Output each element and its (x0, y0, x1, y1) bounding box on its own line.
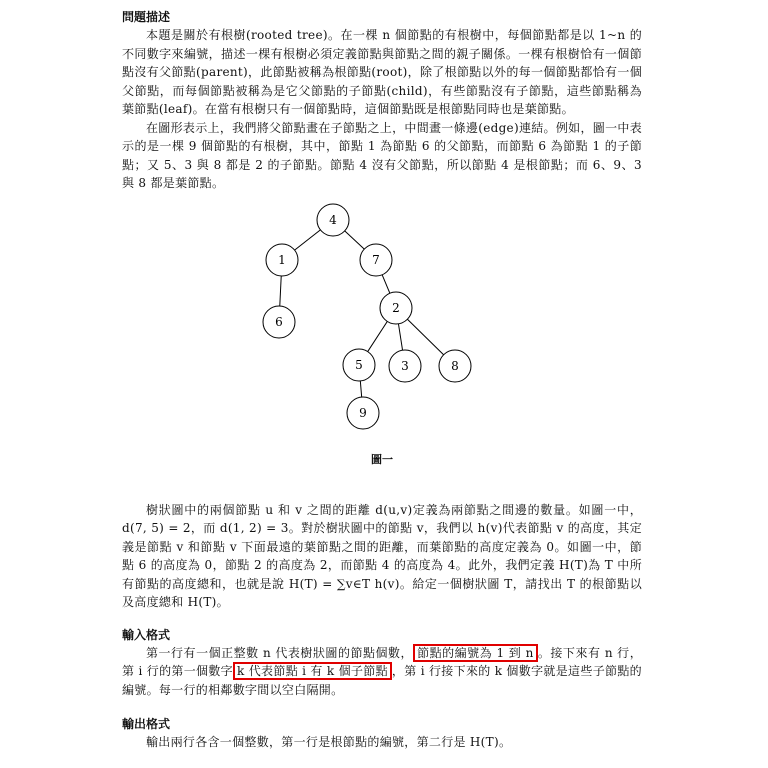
tree-node-label: 9 (359, 405, 367, 420)
highlight-child-count: k 代表節點 i 有 k 個子節點 (233, 662, 392, 680)
tree-node-1 (266, 244, 298, 276)
tree-node-label: 7 (372, 252, 380, 267)
tree-edge-7-2 (382, 274, 390, 292)
tree-node-5 (343, 349, 375, 381)
paragraph-output-format: 輸出兩行各含一個整數，第一行是根節點的編號，第二行是 H(T)。 (146, 735, 512, 749)
document-page (122, 8, 642, 752)
tree-node-label: 5 (355, 357, 363, 372)
highlight-node-numbering: 節點的編號為 1 到 n (413, 644, 538, 662)
paragraph-rooted-tree: 本題是關於有根樹(rooted tree)。在一棵 n 個節點的有根樹中，每個節點都是以 1~n 的不同數字來編號，描述一棵有根樹必須定義節點與節點之間的親子關係。一棵有根樹恰有一個節點沒有父節點(parent)，此節點被稱為根節點(root)，除了根節點以外的每一個節點都恰有一個父節點，而每個節點被稱為是它父節點的子節點(child)，有些節點沒有子節點，這些節點稱為葉節點(leaf)。在當有根樹只有一個節點時，這個節點既是根節點同時也是葉節點。 (122, 28, 642, 116)
tree-node-7 (360, 244, 392, 276)
input-text-b: 。接下來有 n 行，第 i 行的第一個數字 (122, 645, 642, 678)
output-format-heading: 輸出格式 (122, 717, 171, 731)
paragraph-graph-representation: 在圖形表示上，我們將父節點畫在子節點之上，中間畫一條邊(edge)連結。例如，圖一中表示的是一棵 9 個節點的有根樹，其中，節點 1 為節點 6 的父節點，而節點 6 為節點 1 的子節點；又 5、3 與 8 都是 2 的子節點。節點 4 沒有父節點，所以節點 4 是根節點；而 6、9、3 與 8 都是葉節點。 (122, 120, 642, 190)
tree-node-label: 4 (329, 212, 337, 227)
input-format-heading: 輸入格式 (122, 627, 171, 642)
tree-edge-5-9 (360, 380, 361, 396)
tree-node-label: 1 (278, 252, 286, 267)
problem-description-heading: 問題描述 (122, 10, 171, 24)
figure-caption: 圖一 (371, 452, 393, 466)
paragraph-input-format (122, 644, 642, 700)
rooted-tree-figure (262, 201, 502, 437)
paragraph-distance-height: 樹狀圖中的兩個節點 u 和 v 之間的距離 d(u,v)定義為兩節點之間邊的數量。如圖一中，d(7, 5) = 2，而 d(1, 2) = 3。對於樹狀圖中的節點 v，我們以 h(v)代表節點 v 的高度，其定義是節點 v 和節點 v 下面最遠的葉節點之間的距離，而葉節點的高度定義為 0。如圖一中，節點 6 的高度為 0，節點 2 的高度為 2，而節點 4 的高度為 4。此外，我們定義 H(T)為 T 中所有節點的高度總和，也就是說 H(T) = ∑v∈T h(v)。給定一個樹狀圖 T，請找出 T 的根節點以及高度總和 H(T)。 (122, 502, 642, 609)
tree-node-8 (439, 350, 471, 382)
tree-node-6 (263, 306, 295, 338)
input-text-c: ，第 i 行接下來的 k 個數字就是這些子節點的編號。每一行的相鄰數字間以空白隔開。 (122, 664, 642, 697)
tree-node-4 (317, 204, 349, 236)
tree-edge-2-5 (368, 321, 388, 351)
tree-node-3 (389, 350, 421, 382)
tree-node-label: 8 (451, 358, 459, 373)
tree-edge-2-3 (398, 323, 402, 349)
input-text-a: 第一行有一個正整數 n 代表樹狀圖的節點個數， (146, 645, 414, 660)
tree-edge-1-6 (280, 275, 281, 305)
tree-edge-4-7 (345, 230, 365, 248)
tree-node-label: 2 (392, 300, 400, 315)
tree-node-2 (380, 292, 412, 324)
tree-edge-4-1 (295, 229, 321, 249)
tree-node-9 (347, 397, 379, 429)
tree-node-label: 3 (401, 358, 409, 373)
tree-node-label: 6 (275, 314, 283, 329)
tree-edge-2-8 (407, 319, 443, 355)
